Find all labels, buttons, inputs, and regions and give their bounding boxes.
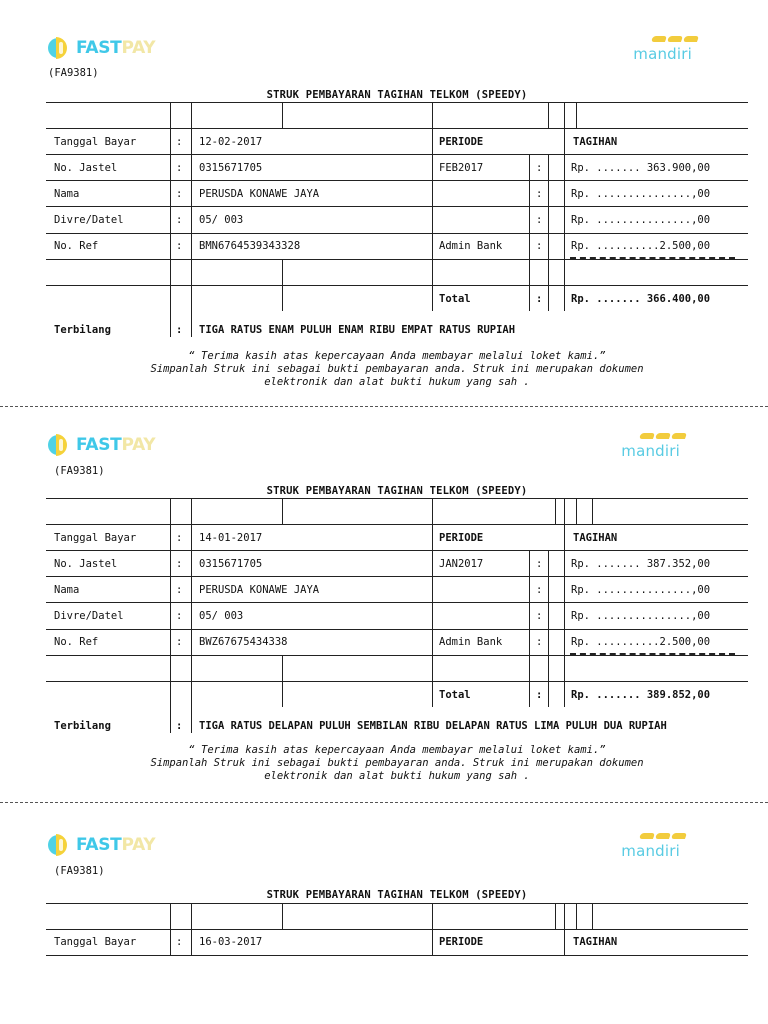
value-total: Rp. ....... 366.400,00 xyxy=(571,293,711,305)
value-nama: PERUSDA KONAWE JAYA xyxy=(199,584,320,596)
value-admin-bank: Rp. ..........2.500,00 xyxy=(571,636,711,648)
label-periode: PERIODE xyxy=(439,532,484,544)
logo-mandiri-text: mandiri xyxy=(621,842,680,860)
label-tagihan: TAGIHAN xyxy=(573,532,618,544)
fastpay-logo xyxy=(46,831,155,859)
colon: : xyxy=(536,584,543,596)
logo-pay-text: PAY xyxy=(121,835,156,855)
value-total: Rp. ....... 389.852,00 xyxy=(571,689,711,701)
fastpay-mark-icon xyxy=(46,832,72,858)
receipt-title: STRUK PEMBAYARAN TAGIHAN TELKOM (SPEEDY) xyxy=(266,485,528,497)
label-nama: Nama xyxy=(54,188,80,200)
value-admin-bank: Rp. ..........2.500,00 xyxy=(571,240,711,252)
logo-fast-text: FAST xyxy=(76,435,122,455)
label-tagihan: TAGIHAN xyxy=(573,136,618,148)
label-periode: PERIODE xyxy=(439,136,484,148)
note-line-2: Simpanlah Struk ini sebagai bukti pembayaran anda. Struk ini merupakan dokumen xyxy=(150,757,644,769)
label-periode: PERIODE xyxy=(439,936,484,948)
value-nama: PERUSDA KONAWE JAYA xyxy=(199,188,320,200)
value-periode: FEB2017 xyxy=(439,162,484,174)
value-terbilang: TIGA RATUS ENAM PULUH ENAM RIBU EMPAT RATUS RUPIAH xyxy=(199,324,516,336)
mandiri-logo xyxy=(608,34,698,64)
value-no-jastel: 0315671705 xyxy=(199,162,263,174)
label-tanggal-bayar: Tanggal Bayar xyxy=(54,532,137,544)
label-terbilang: Terbilang xyxy=(54,324,111,336)
label-no-ref: No. Ref xyxy=(54,240,99,252)
value-no-jastel: 0315671705 xyxy=(199,558,263,570)
logo-pay-text: PAY xyxy=(121,435,156,455)
value-no-ref: BWZ67675434338 xyxy=(199,636,288,648)
colon: : xyxy=(176,214,183,226)
label-no-ref: No. Ref xyxy=(54,636,99,648)
colon: : xyxy=(176,636,183,648)
fastpay-logo xyxy=(46,34,155,62)
label-tanggal-bayar: Tanggal Bayar xyxy=(54,136,137,148)
note-line-3: elektronik dan alat bukti hukum yang sah . xyxy=(264,770,530,782)
note-line-2: Simpanlah Struk ini sebagai bukti pembayaran anda. Struk ini merupakan dokumen xyxy=(150,363,644,375)
label-no-jastel: No. Jastel xyxy=(54,162,118,174)
label-admin-bank: Admin Bank xyxy=(439,636,503,648)
value-tagihan: Rp. ....... 387.352,00 xyxy=(571,558,711,570)
cut-line xyxy=(0,802,768,803)
logo-mandiri-text: mandiri xyxy=(633,45,692,63)
colon: : xyxy=(536,293,543,305)
colon: : xyxy=(536,162,543,174)
colon: : xyxy=(176,558,183,570)
value-amount-row3: Rp. ...............,00 xyxy=(571,188,711,200)
value-divre-datel: 05/ 003 xyxy=(199,610,244,622)
mandiri-logo xyxy=(596,431,686,461)
note-line-1: “ Terima kasih atas kepercayaan Anda membayar melalui loket kami.” xyxy=(188,744,606,756)
receipt-code: (FA9381) xyxy=(54,465,105,477)
colon: : xyxy=(176,584,183,596)
logo-fast-text: FAST xyxy=(76,835,122,855)
label-no-jastel: No. Jastel xyxy=(54,558,118,570)
value-amount-row4: Rp. ...............,00 xyxy=(571,610,711,622)
value-tanggal-bayar: 12-02-2017 xyxy=(199,136,263,148)
label-admin-bank: Admin Bank xyxy=(439,240,503,252)
mandiri-wings-icon xyxy=(652,36,698,42)
value-divre-datel: 05/ 003 xyxy=(199,214,244,226)
value-amount-row3: Rp. ...............,00 xyxy=(571,584,711,596)
receipt-code: (FA9381) xyxy=(54,865,105,877)
value-no-ref: BMN6764539343328 xyxy=(199,240,301,252)
value-periode: JAN2017 xyxy=(439,558,484,570)
colon: : xyxy=(176,240,183,252)
sum-divider xyxy=(570,653,735,655)
value-amount-row4: Rp. ...............,00 xyxy=(571,214,711,226)
value-tagihan: Rp. ....... 363.900,00 xyxy=(571,162,711,174)
label-tagihan: TAGIHAN xyxy=(573,936,618,948)
label-divre-datel: Divre/Datel xyxy=(54,610,124,622)
mandiri-wings-icon xyxy=(640,433,686,439)
receipt-title: STRUK PEMBAYARAN TAGIHAN TELKOM (SPEEDY) xyxy=(266,889,528,901)
mandiri-wings-icon xyxy=(640,833,686,839)
label-nama: Nama xyxy=(54,584,80,596)
label-divre-datel: Divre/Datel xyxy=(54,214,124,226)
label-terbilang: Terbilang xyxy=(54,720,111,732)
colon: : xyxy=(176,136,183,148)
mandiri-logo xyxy=(596,831,686,861)
value-terbilang: TIGA RATUS DELAPAN PULUH SEMBILAN RIBU DELAPAN RATUS LIMA PULUH DUA RUPIAH xyxy=(199,720,667,732)
colon: : xyxy=(536,558,543,570)
sum-divider xyxy=(570,257,735,259)
cut-line xyxy=(0,406,768,407)
colon: : xyxy=(176,162,183,174)
receipt-title: STRUK PEMBAYARAN TAGIHAN TELKOM (SPEEDY) xyxy=(266,89,528,101)
colon: : xyxy=(536,188,543,200)
colon: : xyxy=(176,936,183,948)
label-total: Total xyxy=(439,293,471,305)
colon: : xyxy=(176,532,183,544)
fastpay-mark-icon xyxy=(46,432,72,458)
note-line-1: “ Terima kasih atas kepercayaan Anda membayar melalui loket kami.” xyxy=(188,350,606,362)
logo-pay-text: PAY xyxy=(121,38,156,58)
colon: : xyxy=(536,214,543,226)
colon: : xyxy=(536,636,543,648)
label-tanggal-bayar: Tanggal Bayar xyxy=(54,936,137,948)
colon: : xyxy=(176,324,183,336)
value-tanggal-bayar: 14-01-2017 xyxy=(199,532,263,544)
colon: : xyxy=(176,720,183,732)
colon: : xyxy=(176,610,183,622)
colon: : xyxy=(176,188,183,200)
fastpay-logo xyxy=(46,431,155,459)
value-tanggal-bayar: 16-03-2017 xyxy=(199,936,263,948)
fastpay-mark-icon xyxy=(46,35,72,61)
colon: : xyxy=(536,610,543,622)
logo-mandiri-text: mandiri xyxy=(621,442,680,460)
receipt-code: (FA9381) xyxy=(48,67,99,79)
colon: : xyxy=(536,240,543,252)
logo-fast-text: FAST xyxy=(76,38,122,58)
label-total: Total xyxy=(439,689,471,701)
note-line-3: elektronik dan alat bukti hukum yang sah . xyxy=(264,376,530,388)
colon: : xyxy=(536,689,543,701)
